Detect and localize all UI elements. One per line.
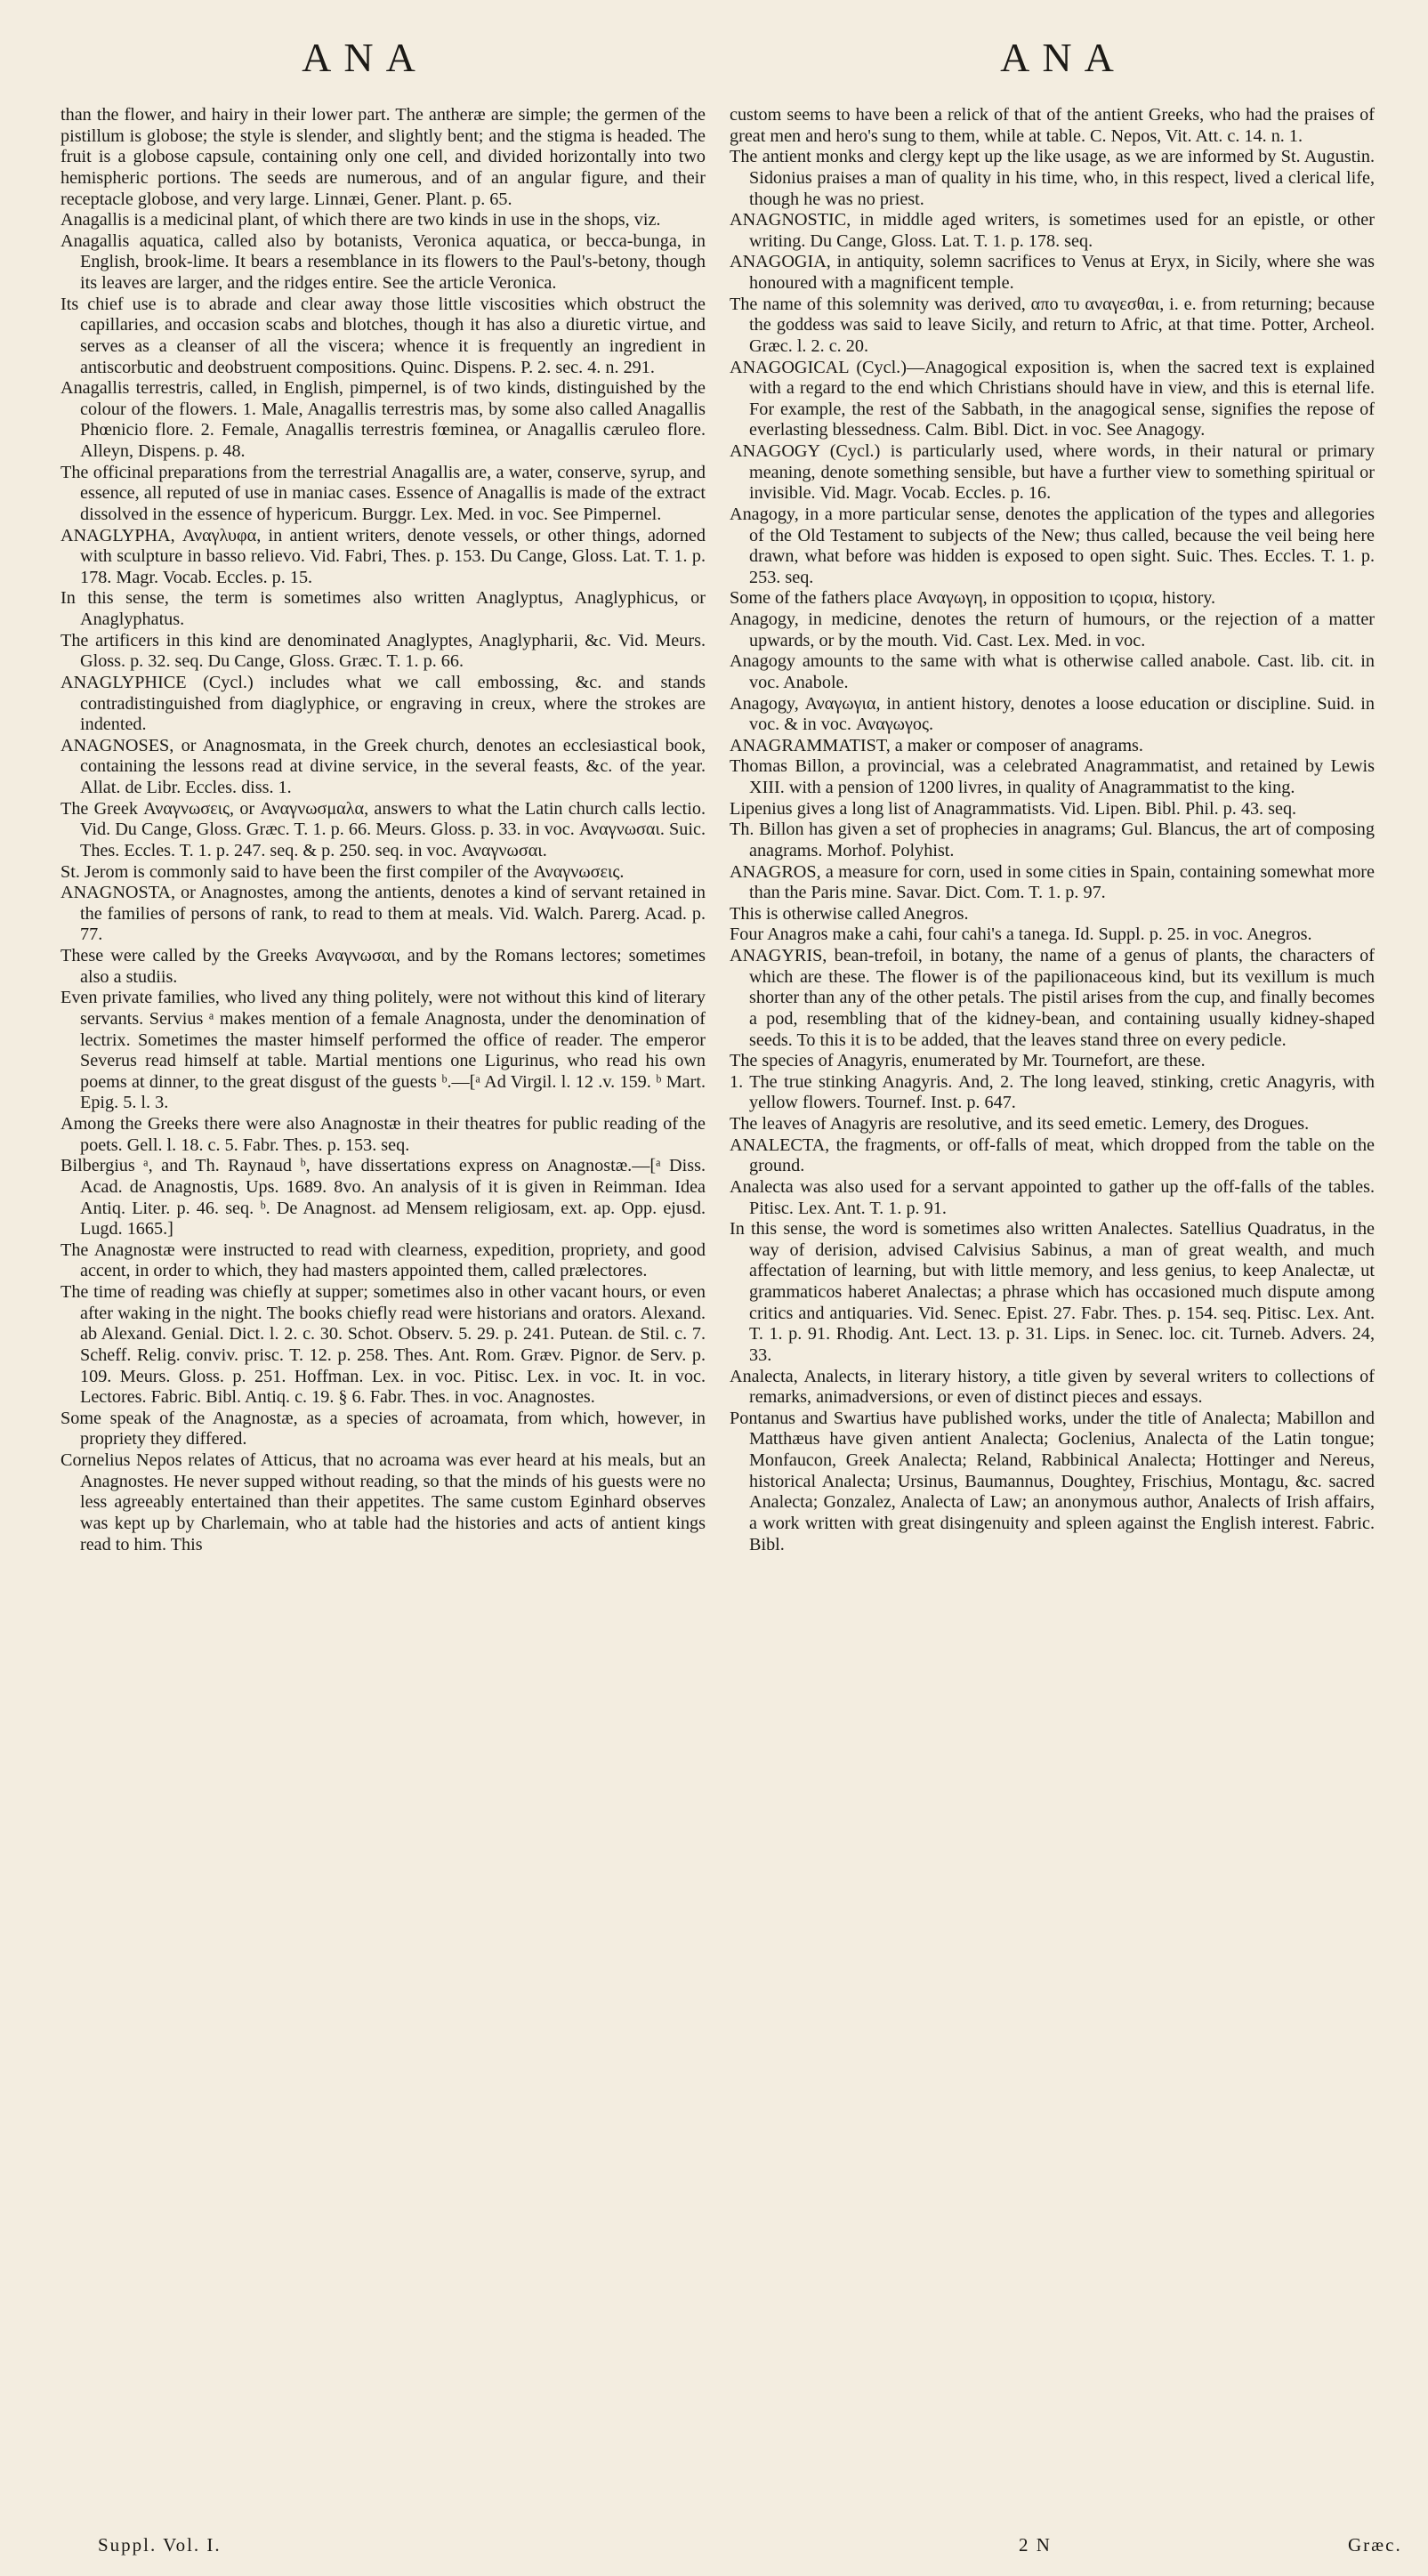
entry-paragraph: Cornelius Nepos relates of Atticus, that no acroama was ever heard at his meals, but an Anagnostes. He never supped without reading, so that the minds of his guests were no less agreeably entertained than their appetites. The same custom Eginhard observes was kept up by Charlemain, who at table had the histories and acts of antient kings read to him. This [61,1450,706,1554]
entry-paragraph: ANAGNOSES, or Anagnosmata, in the Greek church, denotes an ecclesiastical book, containing the lessons read at divine service, in the several feasts, &c. of the year. Allat. de Libr. Eccles. diss. 1. [61,735,706,797]
entry-paragraph: Analecta was also used for a servant appointed to gather up the off-falls of the tables. Pitisc. Lex. Ant. T. 1. p. 91. [730,1176,1375,1218]
entry-paragraph: Some of the fathers place Αναγωγη, in opposition to ιςορια, history. [730,588,1216,609]
entry-paragraph: The leaves of Anagyris are resolutive, and its seed emetic. Lemery, des Drogues. [730,1114,1310,1134]
entry-paragraph: ANAGRAMMATIST, a maker or composer of anagrams. [730,735,1143,755]
entry-paragraph: St. Jerom is commonly said to have been the first compiler of the Αναγνωσεις. [61,861,625,882]
entry-paragraph: ANAGOGIA, in antiquity, solemn sacrifices to Venus at Eryx, in Sicily, where she was honoured with a magnificent temple. [730,252,1375,293]
entry-paragraph: The species of Anagyris, enumerated by Mr. Tournefort, are these. [730,1051,1206,1071]
entry-paragraph: Bilbergius ᵃ, and Th. Raynaud ᵇ, have dissertations express on Anagnostæ.—[ᵃ Diss. Acad. de Anagnostis, Ups. 1689. 8vo. An analysis of it is given in Reimman. Idea Antiq. Liter. p. 46. seq. ᵇ. De Anagnost. ad Mensem religiosam, ext. ap. Opp. ejusd. Lugd. 1665.] [61,1156,706,1240]
running-head-left: ANA [302,35,428,80]
footer-catchword: Græc. [1348,2534,1402,2556]
entry-paragraph: Anagallis terrestris, called, in English, pimpernel, is of two kinds, distinguished by the colour of the flowers. 1. Male, Anagallis terrestris mas, by some also called Anagallis Phœnicio flore. 2. Female, Anagallis terrestris fœminea, or Anagallis cæruleo flore. Alleyn, Dispens. p. 48. [61,378,706,461]
entry-paragraph: Pontanus and Swartius have published works, under the title of Analecta; Mabillon and Matthæus have given antient Analecta; Goclenius, Analecta of the Latin tongue; Monfaucon, Greek Analecta; Reland, Rabbinical Analecta; Hottinger and Nereus, historical Analecta; Ursinus, Baumannus, Doughtey, Frischius, Montagu, &c. sacred Analecta; Gonzalez, Analecta of Law; an anonymous author, Analects of Irish affairs, a work written with great disingenuity and spleen against the English interest. Fabric. Bibl. [730,1408,1375,1554]
entry-paragraph: The antient monks and clergy kept up the like usage, as we are informed by St. Augustin. Sidonius praises a man of quality in his time, who, in this respect, lived a clerical life, though he was no priest. [730,147,1375,209]
entry-paragraph: ANAGYRIS, bean-trefoil, in botany, the name of a genus of plants, the characters of which are these. The flower is of the papilionaceous kind, but its vexillum is much shorter than any of the other petals. The pistil arises from the cup, and finally becomes a pod, resembling that of the kidney-bean, and containing usually kidney-shaped seeds. To this it is to be added, that the leaves stand three on every pedicle. [730,946,1375,1050]
entry-paragraph: Th. Billon has given a set of prophecies in anagrams; Gul. Blancus, the art of composing anagrams. Morhof. Polyhist. [730,820,1375,860]
entry-paragraph: Anagogy, Αναγωγια, in antient history, denotes a loose education or discipline. Suid. in voc. & in voc. Αναγωγος. [730,693,1375,735]
entry-paragraph: Even private families, who lived any thing politely, were not without this kind of literary servants. Servius ᵃ makes mention of a female Anagnosta, under the denomination of lectrix. Sometimes the master himself performed the office of reader. The emperor Severus read himself at table. Martial mentions one Ligurinus, who read his own poems at dinner, to the great disgust of the guests ᵇ.—[ᵃ Ad Virgil. l. 12 .v. 159. ᵇ Mart. Epig. 5. l. 3. [61,988,706,1113]
entry-paragraph: Anagogy, in medicine, denotes the return of humours, or the rejection of a matter upwards, or by the mouth. Vid. Cast. Lex. Med. in voc. [730,610,1375,650]
entry-paragraph: than the flower, and hairy in their lower part. The antheræ are simple; the germen of the pistillum is globose; the style is slender, and slightly bent; and the stigma is headed. The fruit is a globose capsule, containing only one cell, and divided horizontally into two hemispheric portions. The seeds are numerous, and of an angular figure, and their receptacle globose, and very large. Linnæi, Gener. Plant. p. 65. [61,105,706,209]
entry-paragraph: The Greek Αναγνωσεις, or Αναγνωσμαλα, answers to what the Latin church calls lectio. Vid. Du Cange, Gloss. Græc. T. 1. p. 66. Meurs. Gloss. p. 33. in voc. Αναγνωσαι. Suic. Thes. Eccles. T. 1. p. 247. seq. & p. 250. seq. in voc. Αναγνωσαι. [61,798,706,860]
entry-paragraph: Some speak of the Anagnostæ, as a species of acroamata, from which, however, in propriety they differed. [61,1408,706,1450]
entry-paragraph: The officinal preparations from the terrestrial Anagallis are, a water, conserve, syrup, and essence, all reputed of use in maniac cases. Essence of Anagallis is made of the extract dissolved in the essence of hypericum. Burggr. Lex. Med. in voc. See Pimpernel. [61,462,706,524]
entry-paragraph: These were called by the Greeks Αναγνωσαι, and by the Romans lectores; sometimes also a studiis. [61,946,706,987]
entry-paragraph: ANAGOGY (Cycl.) is particularly used, where words, in their natural or primary meaning, denote something sensible, but have a further view to something spiritual or invisible. Vid. Magr. Vocab. Eccles. p. 16. [730,441,1375,504]
entry-paragraph: ANALECTA, the fragments, or off-falls of meat, which dropped from the table on the ground. [730,1135,1375,1176]
entry-paragraph: The time of reading was chiefly at supper; sometimes also in other vacant hours, or even after waking in the night. The books chiefly read were historians and orators. Alexand. ab Alexand. Genial. Dict. l. 2. c. 30. Schot. Observ. 5. 29. p. 241. Putean. de Stil. c. 7. Scheff. Relig. conviv. prisc. T. 12. p. 258. Thes. Ant. Rom. Græv. Pignor. de Serv. p. 109. Meurs. Gloss. p. 251. Hoffman. Lex. in voc. Pitisc. Lex. in voc. It. in voc. Lectores. Fabric. Bibl. Antiq. c. 19. § 6. Fabr. Thes. in voc. Anagnostes. [61,1282,706,1408]
running-head-right: ANA [1000,35,1126,80]
entry-paragraph: Anagallis aquatica, called also by botanists, Veronica aquatica, or becca-bunga, in English, brook-lime. It bears a resemblance in its flowers to the Paul's-betony, though its leaves are larger, and the ridges entire. See the article Veronica. [61,230,706,293]
entry-paragraph: Anagogy, in a more particular sense, denotes the application of the types and allegories of the Old Testament to subjects of the New; thus called, because the veil being here drawn, what before was hidden is exposed to open sight. Suic. Thes. Eccles. T. 1. p. 253. seq. [730,504,1375,587]
entry-paragraph: The Anagnostæ were instructed to read with clearness, expedition, propriety, and good accent, in order to which, they had masters appointed them, called prælectores. [61,1240,706,1281]
entry-paragraph: ANAGNOSTA, or Anagnostes, among the antients, denotes a kind of servant retained in the families of persons of rank, to read to them at meals. Vid. Walch. Parerg. Acad. p. 77. [61,883,706,945]
entry-paragraph: In this sense, the word is sometimes also written Analectes. Satellius Quadratus, in the way of derision, advised Calvisius Sabinus, a man of great wealth, and much affectation of learning, but with little memory, and less genius, to keep Analectæ, ut grammaticos haberet Analectas; a phrase which has occasioned much dispute among critics and antiquaries. Vid. Senec. Epist. 27. Fabr. Thes. p. 154. seq. Pitisc. Lex. Ant. T. 1. p. 91. Rhodig. Ant. Lect. 13. p. 31. Lips. in Senec. loc. cit. Turneb. Advers. 24, 33. [730,1219,1375,1365]
entry-paragraph: 1. The true stinking Anagyris. And, 2. The long leaved, stinking, cretic Anagyris, with yellow flowers. Tournef. Inst. p. 647. [730,1071,1375,1113]
entry-paragraph: ANAGNOSTIC, in middle aged writers, is sometimes used for an epistle, or other writing. Du Cange, Gloss. Lat. T. 1. p. 178. seq. [730,210,1375,251]
entry-paragraph: Among the Greeks there were also Anagnostæ in their theatres for public reading of the poets. Gell. l. 18. c. 5. Fabr. Thes. p. 153. seq. [61,1114,706,1155]
left-column [61,105,706,2507]
entry-paragraph: Anagallis is a medicinal plant, of which there are two kinds in use in the shops, viz. [61,210,661,230]
entry-paragraph: This is otherwise called Anegros. [730,903,969,924]
footer-signature: Suppl. Vol. I. [98,2534,222,2556]
entry-paragraph: The artificers in this kind are denominated Anaglyptes, Anaglypharii, &c. Vid. Meurs. Gloss. p. 32. seq. Du Cange, Gloss. Græc. T. 1. p. 66. [61,630,706,672]
entry-paragraph: ANAGROS, a measure for corn, used in some cities in Spain, containing somewhat more than the Paris mine. Savar. Dict. Com. T. 1. p. 97. [730,861,1375,903]
entry-paragraph: Analecta, Analects, in literary history, a title given by several writers to collections of remarks, animadversions, or even of distinct pieces and essays. [730,1366,1375,1408]
entry-paragraph: ANAGLYPHA, Αναγλυφα, in antient writers, denote vessels, or other things, adorned with sculpture in basso relievo. Vid. Fabri, Thes. p. 153. Du Cange, Gloss. Lat. T. 1. p. 178. Magr. Vocab. Eccles. p. 15. [61,525,706,587]
entry-paragraph: ANAGOGICAL (Cycl.)—Anagogical exposition is, when the sacred text is explained with a regard to the end which Christians should have in view, and this is eternal life. For example, the rest of the Sabbath, in the anagogical sense, signifies the repose of everlasting blessedness. Calm. Bibl. Dict. in voc. See Anagogy. [730,357,1375,440]
entry-paragraph: Thomas Billon, a provincial, was a celebrated Anagrammatist, and retained by Lewis XIII. with a pension of 1200 livres, in quality of Anagrammatist to the king. [730,756,1375,797]
entry-paragraph: custom seems to have been a relick of that of the antient Greeks, who had the praises of great men and hero's sung to them, while at table. C. Nepos, Vit. Att. c. 14. n. 1. [730,105,1375,146]
entry-paragraph: Lipenius gives a long list of Anagrammatists. Vid. Lipen. Bibl. Phil. p. 43. seq. [730,798,1297,819]
entry-paragraph: The name of this solemnity was derived, απο τυ αναγεσθαι, i. e. from returning; because the goddess was said to leave Sicily, and return to Afric, at that time. Potter, Archeol. Græc. l. 2. c. 20. [730,294,1375,356]
footer-gathering-mark: 2 N [1019,2534,1052,2556]
entry-paragraph: Anagogy amounts to the same with what is otherwise called anabole. Cast. lib. cit. in voc. Anabole. [730,651,1375,692]
entry-paragraph: Four Anagros make a cahi, four cahi's a tanega. Id. Suppl. p. 25. in voc. Anegros. [730,925,1312,945]
right-column [730,105,1375,2507]
entry-paragraph: In this sense, the term is sometimes also written Anaglyptus, Anaglyphicus, or Anaglyphatus. [61,588,706,629]
entry-paragraph: Its chief use is to abrade and clear away those little viscosities which obstruct the capillaries, and occasion scabs and blotches, though it has also a diuretic virtue, and serves as a cleanser of all the viscera; whence it is frequently an ingredient in antiscorbutic and deobstruent compositions. Quinc. Dispens. P. 2. sec. 4. n. 291. [61,294,706,377]
entry-paragraph: ANAGLYPHICE (Cycl.) includes what we call embossing, &c. and stands contradistinguished from diaglyphice, or engraving in creux, where the strokes are indented. [61,672,706,735]
